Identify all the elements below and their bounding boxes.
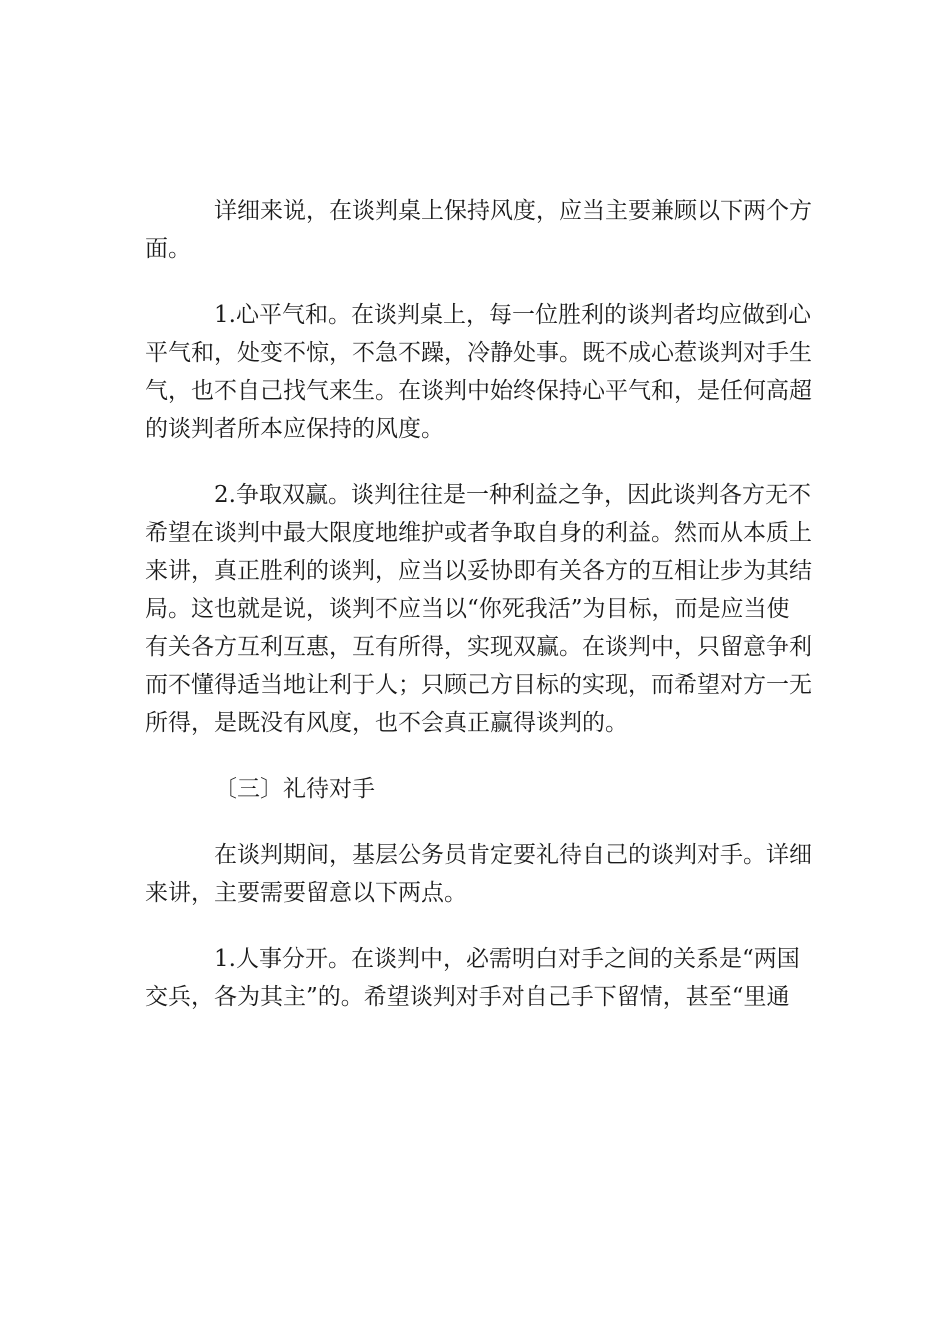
text-line: 来讲，真正胜利的谈判，应当以妥协即有关各方的互相让步为其结 [145, 558, 812, 584]
text-line: 2.争取双赢。谈判往往是一种利益之争，因此谈判各方无不 [214, 482, 811, 508]
paragraph-p4 [145, 770, 810, 808]
text-line: 而不懂得适当地让利于人；只顾己方目标的实现，而希望对方一无 [145, 672, 812, 698]
paragraph-p1 [145, 192, 810, 268]
text-line: 交兵，各为其主”的。希望谈判对手对自己手下留情，甚至“里通 [145, 984, 790, 1010]
text-line: 局。这也就是说，谈判不应当以“你死我活”为目标，而是应当使 [145, 596, 790, 622]
text-line: 详细来说，在谈判桌上保持风度，应当主要兼顾以下两个方 [214, 198, 812, 224]
text-line: 所得，是既没有风度，也不会真正赢得谈判的。 [145, 710, 628, 736]
paragraph-p6 [145, 940, 810, 1016]
paragraph-p5 [145, 836, 810, 912]
text-line: 气，也不自己找气来生。在谈判中始终保持心平气和，是任何高超 [145, 378, 812, 404]
text-line: 面。 [145, 236, 191, 262]
text-line: 在谈判期间，基层公务员肯定要礼待自己的谈判对手。详细 [214, 842, 812, 868]
text-line: 1.人事分开。在谈判中，必需明白对手之间的关系是“两国 [214, 946, 800, 972]
document-body [145, 192, 810, 1044]
text-line: 希望在谈判中最大限度地维护或者争取自身的利益。然而从本质上 [145, 520, 812, 546]
paragraph-p3 [145, 476, 810, 742]
text-line: 的谈判者所本应保持的风度。 [145, 416, 444, 442]
text-line: 有关各方互利互惠，互有所得，实现双赢。在谈判中，只留意争利 [145, 634, 812, 660]
text-line: 〔三〕礼待对手 [214, 776, 375, 802]
text-line: 平气和，处变不惊，不急不躁，冷静处事。既不成心惹谈判对手生 [145, 340, 812, 366]
text-line: 1.心平气和。在谈判桌上，每一位胜利的谈判者均应做到心 [214, 302, 811, 328]
paragraph-p2 [145, 296, 810, 448]
text-line: 来讲，主要需要留意以下两点。 [145, 880, 467, 906]
